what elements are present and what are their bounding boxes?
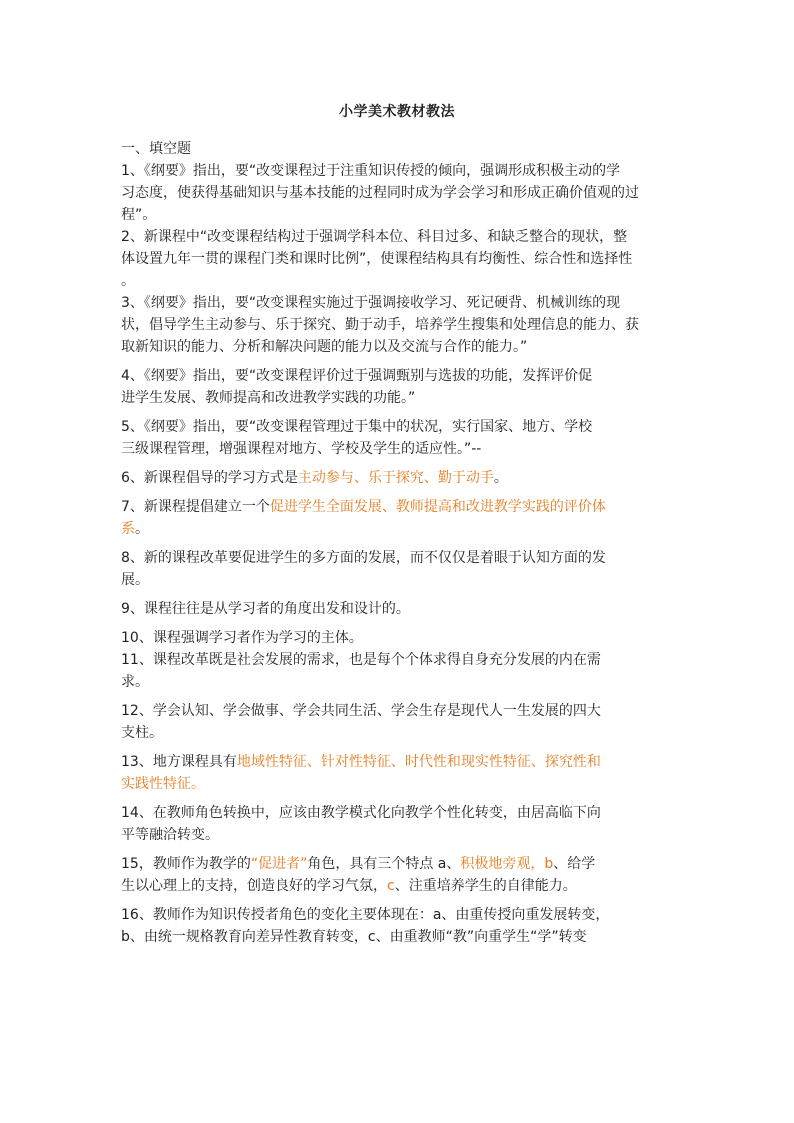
- question-14: [121, 802, 687, 846]
- document-body: [121, 138, 687, 948]
- answer-highlight: 促进学生全面发展、教师提高和改进教学实践的评价体: [269, 499, 606, 515]
- question-8: [121, 547, 687, 591]
- question-13: [121, 751, 687, 795]
- question-line: 16、教师作为知识传授者角色的变化主要体现在：a、由重传授向重发展转变，: [121, 907, 610, 923]
- question-16: [121, 904, 687, 948]
- question-line: 取新知识的能力、分析和解决问题的能力以及交流与合作的能力。”: [121, 339, 528, 355]
- question-12: [121, 700, 687, 744]
- question-line: 平等融洽转变。: [121, 827, 219, 843]
- question-line: [121, 875, 687, 897]
- question-4: [121, 365, 687, 409]
- page-title: 小学美术教材教法: [339, 104, 455, 120]
- question-line: 4、《纲要》指出，要“改变课程评价过于强调甄别与选拔的功能，发挥评价促: [121, 368, 593, 384]
- question-15: [121, 853, 687, 897]
- answer-highlight: 地域性特征、针对性特征、时代性和现实性特征、探究性和: [236, 754, 601, 770]
- question-line: 14、在教师角色转换中，应该由教学模式化向教学个性化转变，由居高临下向: [121, 805, 601, 821]
- question-line: [121, 496, 687, 518]
- question-10: [121, 627, 687, 649]
- question-text: 角色，具有三个特点 a、: [307, 856, 461, 872]
- question-line: [121, 773, 687, 795]
- question-2: [121, 226, 687, 292]
- question-line: 9、课程往往是从学习者的角度出发和设计的。: [121, 601, 410, 617]
- question-5: [121, 416, 687, 460]
- question-text: 、给学: [553, 856, 596, 872]
- section-heading: 一、填空题: [121, 141, 191, 157]
- question-text: 6、新课程倡导的学习方式是: [121, 470, 298, 486]
- question-line: 5、《纲要》指出，要“改变课程管理过于集中的状况，实行国家、地方、学校: [121, 419, 593, 435]
- question-1: [121, 160, 687, 226]
- question-line: [121, 518, 687, 540]
- question-6: [121, 467, 687, 489]
- question-line: 10、课程强调学习者作为学习的主体。: [121, 630, 363, 646]
- question-line: [121, 751, 687, 773]
- question-line: 11、课程改革既是社会发展的需求，也是每个个体求得自身充分发展的内在需: [121, 652, 601, 668]
- question-line: 进学生发展、教师提高和改进教学实践的功能。”: [121, 390, 416, 406]
- answer-highlight: 积极地旁观，b: [460, 856, 554, 872]
- question-text: 、注重培养学生的自律能力。: [394, 878, 577, 894]
- question-text: 。: [135, 521, 149, 537]
- question-text: 7、新课程提倡建立一个: [121, 499, 270, 515]
- question-line: 12、学会认知、学会做事、学会共同生活、学会生存是现代人一生发展的四大: [121, 703, 601, 719]
- answer-highlight: c: [387, 878, 395, 894]
- answer-highlight: “促进者”: [250, 856, 308, 872]
- question-text: 13、地方课程具有: [121, 754, 237, 770]
- question-9: [121, 598, 687, 620]
- question-text: 。: [493, 470, 508, 486]
- answer-highlight: 系: [121, 521, 135, 537]
- question-3: [121, 292, 687, 358]
- question-line: 。: [121, 273, 135, 289]
- question-11: [121, 649, 687, 693]
- question-line: 展。: [121, 572, 149, 588]
- answer-highlight: 主动参与、乐于探究、勤于动手: [297, 470, 494, 486]
- question-text: 生以心理上的支持，创造良好的学习气氛，: [121, 878, 387, 894]
- question-line: [121, 467, 687, 489]
- question-line: 求。: [121, 674, 149, 690]
- question-line: 体设置九年一贯的课程门类和课时比例”，使课程结构具有均衡性、综合性和选择性: [121, 251, 633, 267]
- question-line: [121, 853, 687, 875]
- question-line: b、由统一规格教育向差异性教育转变，c、由重教师“教”向重学生“学”转变: [121, 929, 587, 945]
- question-text: 15，教师作为教学的: [121, 856, 251, 872]
- question-line: 1、《纲要》指出，要“改变课程过于注重知识传授的倾向，强调形成积极主动的学: [121, 163, 621, 179]
- question-line: 8、新的课程改革要促进学生的多方面的发展，而不仅仅是着眼于认知方面的发: [121, 550, 606, 566]
- question-line: 状，倡导学生主动参与、乐于探究、勤于动手，培养学生搜集和处理信息的能力、获: [121, 317, 639, 333]
- question-line: 2、新课程中“改变课程结构过于强调学科本位、科目过多、和缺乏整合的现状，整: [121, 229, 628, 245]
- question-line: 三级课程管理，增强课程对地方、学校及学生的适应性。”--: [121, 441, 482, 457]
- answer-highlight: 实践性特征。: [121, 776, 205, 792]
- question-line: 习态度，使获得基础知识与基本技能的过程同时成为学会学习和形成正确价值观的过: [121, 185, 639, 201]
- question-line: 程”。: [121, 207, 157, 223]
- question-line: 支柱。: [121, 725, 163, 741]
- question-7: [121, 496, 687, 540]
- question-line: 3、《纲要》指出，要“改变课程实施过于强调接收学习、死记硬背、机械训练的现: [121, 295, 621, 311]
